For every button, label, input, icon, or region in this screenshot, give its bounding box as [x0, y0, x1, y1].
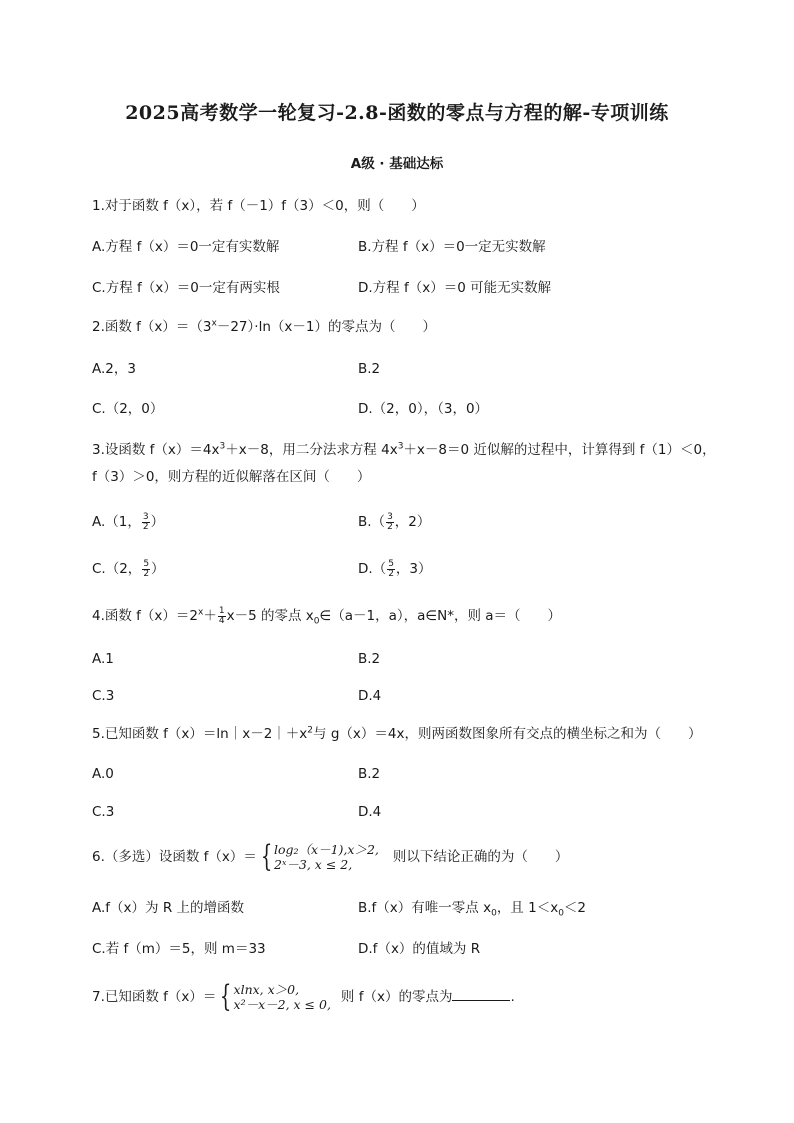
question-4-option-d: D.4: [358, 688, 382, 704]
q4-numerator: 1: [218, 605, 225, 616]
q5-stem-post: 与 g（x）＝4x，则两函数图象所有交点的横坐标之和为（ ）: [313, 726, 702, 742]
question-1-option-d: D.方程 f（x）＝0 可能无实数解: [358, 280, 552, 296]
q5-stem-pre: 5.已知函数 f（x）＝ln｜x－2｜＋x: [92, 726, 308, 742]
question-6-option-c: C.若 f（m）＝5，则 m＝33: [92, 941, 266, 957]
question-5-option-c: C.3: [92, 804, 115, 820]
q7-case-2: x²－x－2, x ≤ 0,: [233, 997, 331, 1012]
q7-answer-blank[interactable]: [452, 986, 510, 1001]
q2-stem-pre: 2.函数 f（x）＝（3: [92, 319, 212, 335]
question-2-option-b: B.2: [358, 361, 381, 377]
question-2-option-c: C.（2，0）: [92, 401, 164, 417]
q4-subscript: 0: [313, 616, 320, 627]
q3-d-fraction: [387, 560, 395, 579]
question-5-option-a: A.0: [92, 766, 114, 782]
q3-d-pre: D.（: [358, 561, 387, 577]
q3-line1-post: ＋x－8＝0 近似解的过程中，计算得到 f（1）＜0，: [403, 442, 716, 458]
q3-a-numerator: 3: [142, 511, 149, 522]
q3-c-denominator: 2: [143, 568, 150, 579]
q4-stem-mid: x－5 的零点 x: [226, 608, 314, 624]
question-5-option-d: D.4: [358, 804, 382, 820]
question-3-stem-line-2: f（3）＞0，则方程的近似解落在区间（ ）: [92, 469, 371, 485]
q7-cases: [234, 982, 331, 1012]
q3-c-pre: C.（2，: [92, 561, 142, 577]
question-5-option-b: B.2: [358, 766, 381, 782]
q6-case-1: log₂（x－1),x＞2,: [274, 842, 379, 857]
q4-plus: ＋: [203, 608, 217, 624]
question-3-option-c: [92, 559, 165, 579]
q3-c-fraction: [142, 560, 150, 579]
q4-exponent: x: [198, 607, 204, 618]
question-4-option-a: A.1: [92, 651, 114, 667]
q3-c-numerator: 5: [143, 558, 150, 569]
q3-a-denominator: 2: [142, 521, 149, 532]
section-heading: A级 · 基础达标: [350, 156, 444, 172]
q4-fraction: [218, 607, 226, 626]
q6-b-pre: B.f（x）有唯一零点 x: [358, 900, 492, 916]
question-3-option-b: [358, 512, 430, 532]
question-1-option-c: C.方程 f（x）＝0一定有两实根: [92, 280, 280, 296]
q3-d-denominator: 2: [388, 568, 394, 579]
q3-a-pre: A.（1，: [92, 514, 141, 530]
q4-stem-post: ∈（a－1，a），a∈N*，则 a＝（ ）: [319, 608, 562, 624]
q7-stem-end: .: [510, 989, 515, 1005]
q6-b-post: ＜2: [563, 900, 587, 916]
q7-piecewise: [216, 979, 331, 1014]
q6-b-subscript-1: 0: [491, 908, 497, 919]
q6-b-subscript-2: 0: [558, 908, 564, 919]
question-3-stem-line-1: [92, 440, 716, 460]
question-6-option-d: D.f（x）的值域为 R: [358, 941, 481, 957]
q3-exponent-1: 3: [219, 441, 226, 452]
question-6-option-b: [358, 898, 586, 918]
q4-denominator: 4: [218, 615, 225, 626]
q3-b-pre: B.（: [358, 514, 386, 530]
document-title: 2025高考数学一轮复习-2.8-函数的零点与方程的解-专项训练: [125, 102, 669, 124]
q7-stem-pre: 7.已知函数 f（x）＝: [92, 989, 217, 1005]
q6-b-mid: ，且 1＜x: [496, 900, 559, 916]
question-1-option-b: B.方程 f（x）＝0一定无实数解: [358, 239, 546, 255]
q3-c-post: ）: [151, 561, 165, 577]
q3-b-numerator: 3: [387, 511, 393, 522]
q3-b-denominator: 2: [387, 521, 393, 532]
question-4-stem: [92, 606, 561, 626]
q7-brace: {: [220, 979, 232, 1014]
q7-stem-post: 则 f（x）的零点为: [340, 989, 453, 1005]
q3-line1-pre: 3.设函数 f（x）＝4x: [92, 442, 220, 458]
q4-stem-pre: 4.函数 f（x）＝2: [92, 608, 199, 624]
q3-a-post: ）: [150, 514, 165, 530]
q5-exponent: 2: [307, 725, 314, 736]
question-6-option-a: A.f（x）为 R 上的增函数: [92, 900, 244, 916]
q6-piecewise: [257, 839, 379, 874]
question-3-option-d: [358, 559, 432, 579]
q3-d-post: ，3）: [395, 561, 432, 577]
question-4-option-c: C.3: [92, 688, 115, 704]
q7-case-1: xlnx, x＞0,: [233, 982, 300, 997]
q6-cases: [274, 842, 379, 872]
q6-case-2: 2ˣ－3, x ≤ 2,: [274, 857, 353, 872]
question-1-stem: 1.对于函数 f（x），若 f（－1）f（3）＜0，则（ ）: [92, 198, 425, 214]
q6-stem-pre: 6.（多选）设函数 f（x）＝: [92, 849, 257, 865]
q6-brace: {: [260, 839, 273, 874]
q3-a-fraction: [142, 513, 150, 532]
q3-d-numerator: 5: [388, 558, 394, 569]
q3-b-fraction: [386, 513, 394, 532]
question-2-option-a: A.2，3: [92, 361, 136, 377]
q2-stem-post: －27）·ln（x－1）的零点为（ ）: [216, 319, 436, 335]
q2-exponent: x: [211, 318, 217, 329]
question-5-stem: [92, 724, 701, 744]
question-2-stem: [92, 317, 436, 337]
question-6-stem: [92, 840, 568, 874]
q3-exponent-2: 3: [397, 441, 404, 452]
question-7-stem: [92, 980, 515, 1014]
question-4-option-b: B.2: [358, 651, 381, 667]
q6-stem-post: 则以下结论正确的为（ ）: [392, 849, 569, 865]
question-3-option-a: [92, 512, 164, 532]
question-1-option-a: A.方程 f（x）＝0一定有实数解: [92, 239, 280, 255]
question-2-option-d: D.（2，0），（3，0）: [358, 401, 489, 417]
q3-b-post: ，2）: [394, 514, 431, 530]
q3-line1-mid: ＋x－8，用二分法求方程 4x: [225, 442, 398, 458]
